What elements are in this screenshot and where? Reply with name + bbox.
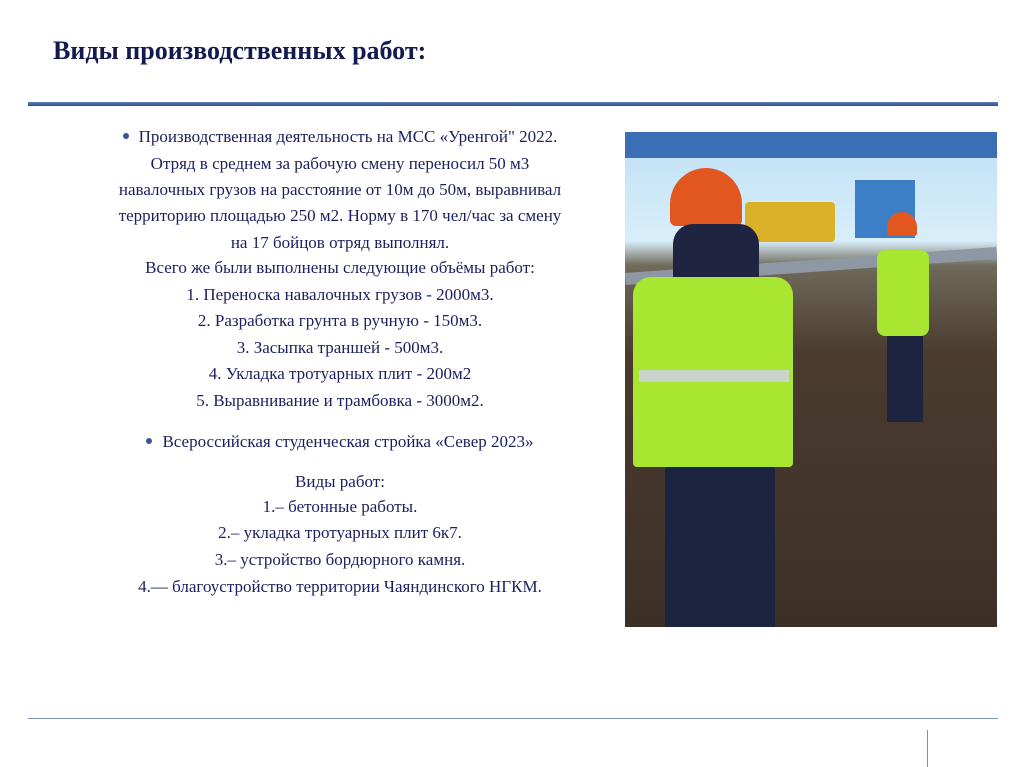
list-item: 1. Переноска навалочных грузов - 2000м3.	[186, 285, 494, 304]
hard-hat	[670, 168, 742, 226]
worker-trousers	[665, 467, 775, 627]
text-line: на 17 бойцов отряд выполнял.	[230, 233, 450, 252]
text-line: Отряд в среднем за рабочую смену переносил 50 м3	[150, 154, 530, 173]
hard-hat	[887, 212, 917, 236]
list-item: 3. Засыпка траншей - 500м3.	[236, 338, 444, 357]
bullet-icon	[123, 133, 129, 139]
list-item: 2. Разработка грунта в ручную - 150м3.	[197, 311, 483, 330]
safety-vest	[877, 250, 929, 336]
text-line: Производственная деятельность на МСС «Уренгой" 2022.	[138, 127, 558, 146]
footer-separator	[927, 730, 928, 767]
excavator	[745, 202, 835, 242]
text-line: навалочных грузов на расстояние от 10м до 50м, выравнивал	[118, 180, 562, 199]
worker-hood	[673, 224, 759, 284]
bullet-item	[60, 432, 620, 452]
list-item: 5. Выравнивание и трамбовка - 3000м2.	[196, 391, 484, 410]
text-line: Всего же были выполнены следующие объёмы работ:	[145, 258, 535, 277]
list-item: 3.– устройство бордюрного камня.	[214, 550, 466, 569]
text-line: Виды работ:	[295, 472, 385, 491]
footer-divider	[28, 718, 998, 719]
bullet-icon	[146, 438, 152, 444]
worker-trousers	[887, 336, 923, 422]
section-heading: Всероссийская студенческая стройка «Север 2023»	[162, 432, 534, 451]
list-item: 4. Укладка тротуарных плит - 200м2	[208, 364, 472, 383]
title-divider	[28, 102, 998, 106]
bullet-item	[60, 127, 620, 147]
list-item: 4.— благоустройство территории Чаяндинского НГКМ.	[138, 577, 542, 596]
overhead-beam	[625, 132, 997, 158]
list-item: 2.– укладка тротуарных плит 6к7.	[218, 523, 462, 542]
list-item: 1.– бетонные работы.	[262, 497, 418, 516]
text-line: территорию площадью 250 м2. Норму в 170 чел/час за смену	[118, 206, 562, 225]
reflective-stripe	[639, 370, 789, 382]
slide-title: Виды производственных работ:	[53, 36, 427, 65]
worksite-photo	[625, 132, 997, 627]
